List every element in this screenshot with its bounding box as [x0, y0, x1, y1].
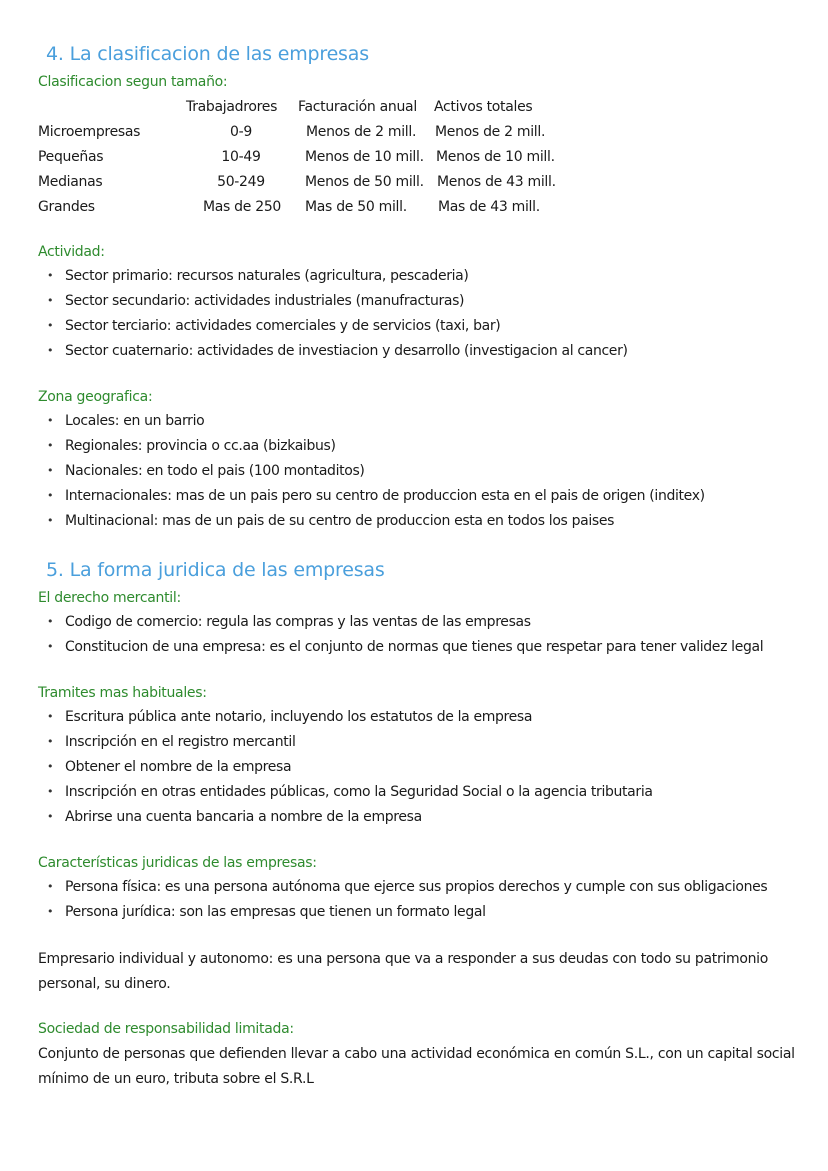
list-item: • Sector primario: recursos naturales (agricultura, pescaderia) [38, 266, 628, 291]
list-item: • Codigo de comercio: regula las compras y las ventas de las empresas [38, 612, 763, 637]
row-assets: Menos de 2 mill. [435, 124, 546, 140]
section-4-title: 4. La clasificacion de las empresas [46, 43, 369, 65]
list-item: • Inscripción en otras entidades públicas, como la Seguridad Social o la agencia tributaria [38, 782, 653, 807]
tramites-heading: Tramites mas habituales: [38, 685, 207, 701]
list-item: • Sector terciario: actividades comerciales y de servicios (taxi, bar) [38, 316, 628, 341]
caracteristicas-list [38, 877, 767, 927]
activity-list [38, 266, 628, 366]
col-header-workers: Trabajadrores [186, 99, 278, 115]
row-revenue: Mas de 50 mill. [305, 199, 407, 215]
srl-heading: Sociedad de responsabilidad limitada: [38, 1021, 294, 1037]
mercantil-list [38, 612, 763, 662]
row-assets: Mas de 43 mill. [438, 199, 540, 215]
list-item: • Escritura pública ante notario, incluyendo los estatutos de la empresa [38, 707, 653, 732]
geo-list [38, 411, 705, 536]
activity-heading: Actividad: [38, 244, 105, 260]
row-workers: 10-49 [221, 149, 261, 165]
tramites-list [38, 707, 653, 832]
list-item: • Sector cuaternario: actividades de investiacion y desarrollo (investigacion al cancer) [38, 341, 628, 366]
list-item: • Abrirse una cuenta bancaria a nombre de la empresa [38, 807, 653, 832]
row-revenue: Menos de 50 mill. [305, 174, 424, 190]
list-item: • Regionales: provincia o cc.aa (bizkaibus) [38, 436, 705, 461]
row-name: Medianas [38, 174, 103, 190]
empresario-paragraph: Empresario individual y autonomo: es una persona que va a responder a sus deudas con todo su patrimonio personal, su dinero. [38, 951, 769, 992]
row-revenue: Menos de 2 mill. [306, 124, 417, 140]
list-item: • Persona jurídica: son las empresas que tienen un formato legal [38, 902, 767, 927]
col-header-assets: Activos totales [434, 99, 533, 115]
list-item: • Sector secundario: actividades industriales (manufracturas) [38, 291, 628, 316]
list-item: • Constitucion de una empresa: es el conjunto de normas que tienes que respetar para tener validez legal [38, 637, 763, 662]
list-item: • Inscripción en el registro mercantil [38, 732, 653, 757]
geo-heading: Zona geografica: [38, 389, 153, 405]
section-5-title: 5. La forma juridica de las empresas [46, 559, 385, 581]
list-item: • Multinacional: mas de un pais de su centro de produccion esta en todos los paises [38, 511, 705, 536]
list-item: • Internacionales: mas de un pais pero su centro de produccion esta en el pais de origen (inditex) [38, 486, 705, 511]
row-name: Pequeñas [38, 149, 104, 165]
size-heading: Clasificacion segun tamaño: [38, 74, 228, 90]
row-name: Grandes [38, 199, 95, 215]
list-item: • Nacionales: en todo el pais (100 montaditos) [38, 461, 705, 486]
list-item: • Obtener el nombre de la empresa [38, 757, 653, 782]
row-workers: 0-9 [230, 124, 252, 140]
row-name: Microempresas [38, 124, 141, 140]
list-item: • Locales: en un barrio [38, 411, 705, 436]
caracteristicas-heading: Características juridicas de las empresas: [38, 855, 317, 871]
list-item: • Persona física: es una persona autónoma que ejerce sus propios derechos y cumple con sus obligaciones [38, 877, 767, 902]
row-assets: Menos de 43 mill. [437, 174, 556, 190]
row-workers: Mas de 250 [202, 199, 282, 215]
row-revenue: Menos de 10 mill. [305, 149, 424, 165]
row-workers: 50-249 [217, 174, 265, 190]
mercantil-heading: El derecho mercantil: [38, 590, 181, 606]
row-assets: Menos de 10 mill. [436, 149, 555, 165]
srl-paragraph: Conjunto de personas que defienden llevar a cabo una actividad económica en común S.L., con un capital social mínimo de un euro, tributa sobre el S.R.L [38, 1046, 795, 1087]
col-header-revenue: Facturación anual [298, 99, 417, 115]
